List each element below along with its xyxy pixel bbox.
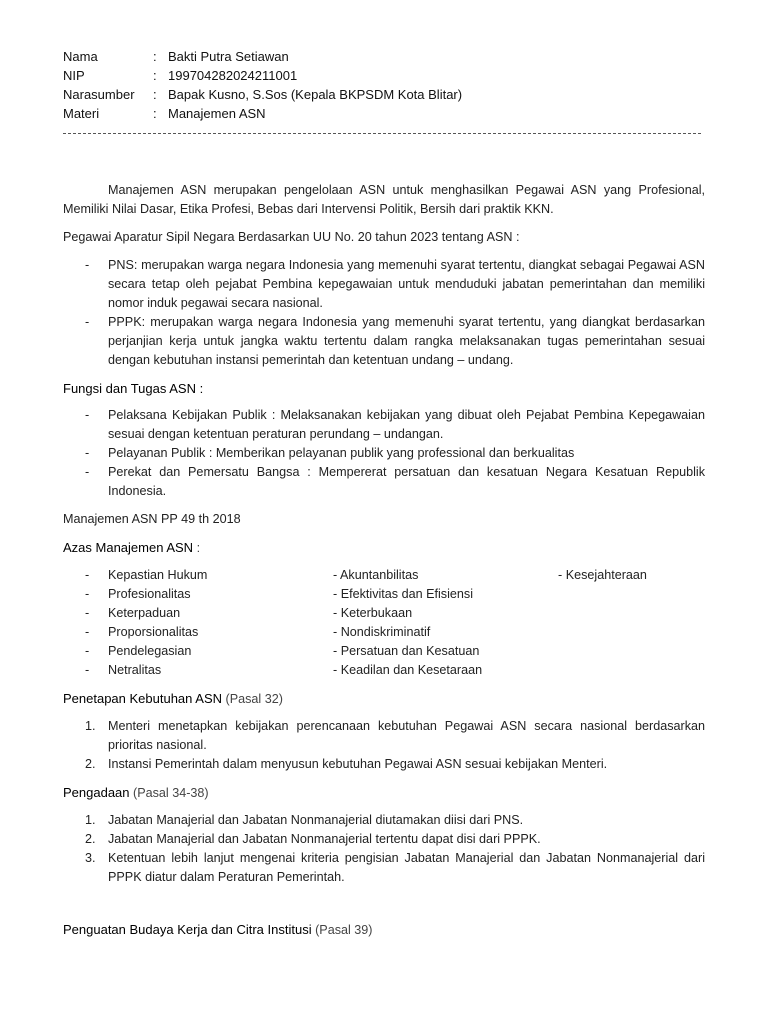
azas-item: Netralitas xyxy=(108,663,162,677)
header-row-materi xyxy=(63,104,462,123)
bullet-dash: - xyxy=(85,568,90,582)
section-heading-fungsi: Fungsi dan Tugas ASN : xyxy=(63,381,204,396)
azas-item: Pendelegasian xyxy=(108,644,192,658)
list-item xyxy=(63,755,705,774)
heading-text: Azas Manajemen ASN xyxy=(63,540,194,555)
list-item-text: PPPK: merupakan warga negara Indonesia yang memenuhi syarat tertentu, yang diangkat berdasarkan perjanjian kerja untuk jangka waktu tertentu dalam rangka melaksanakan tugas pemerintahan sesuai dengan kebutuhan instansi pemerintah dan ketentuan undang – undang. xyxy=(108,315,705,367)
bullet-dash: - xyxy=(85,258,90,272)
list-item-text: Jabatan Manajerial dan Jabatan Nonmanajerial tertentu dapat disi dari PPPK. xyxy=(108,832,541,846)
bullet-dash: - xyxy=(85,644,90,658)
list-item-text: Jabatan Manajerial dan Jabatan Nonmanajerial diutamakan diisi dari PNS. xyxy=(108,813,524,827)
header-row-nip xyxy=(63,66,462,85)
penetapan-list xyxy=(63,717,705,774)
list-item xyxy=(63,463,705,501)
heading-colon: : xyxy=(193,541,201,555)
azas-col1 xyxy=(63,566,333,585)
list-item xyxy=(63,406,705,444)
list-number: 2. xyxy=(85,757,96,771)
header-value: Manajemen ASN xyxy=(168,106,266,121)
header-value: Bakti Putra Setiawan xyxy=(168,49,289,64)
header-colon: : xyxy=(153,68,157,83)
list-item xyxy=(63,256,705,313)
list-item xyxy=(63,849,705,887)
list-item xyxy=(63,313,705,370)
azas-item xyxy=(558,604,705,623)
list-item-text: Instansi Pemerintah dalam menyusun kebutuhan Pegawai ASN sesuai kebijakan Menteri. xyxy=(108,757,608,771)
azas-col1 xyxy=(63,623,333,642)
header-colon: : xyxy=(153,87,157,102)
azas-item: Keterpaduan xyxy=(108,606,181,620)
azas-col1 xyxy=(63,585,333,604)
bullet-dash: - xyxy=(85,625,90,639)
section-heading-penetapan xyxy=(63,689,705,709)
bullet-dash: - xyxy=(85,446,90,460)
azas-item: - Persatuan dan Kesatuan xyxy=(333,644,480,658)
bullet-dash: - xyxy=(85,606,90,620)
header-value: 199704282024211001 xyxy=(168,68,298,83)
list-number: 1. xyxy=(85,813,96,827)
list-number: 2. xyxy=(85,832,96,846)
section-heading-pengadaan xyxy=(63,783,705,803)
heading-reference: (Pasal 32) xyxy=(222,692,283,706)
pengadaan-list xyxy=(63,811,705,887)
fungsi-list xyxy=(63,406,705,501)
heading-reference: (Pasal 34-38) xyxy=(129,786,209,800)
bullet-dash: - xyxy=(85,663,90,677)
azas-col1 xyxy=(63,661,333,680)
document-body xyxy=(63,181,705,948)
azas-item: Kepastian Hukum xyxy=(108,568,208,582)
section-heading-penguatan xyxy=(63,920,705,940)
list-item-text: Ketentuan lebih lanjut mengenai kriteria pengisian Jabatan Manajerial dan Jabatan Nonmanajerial dari PPPK diatur dalam Peraturan Pemerintah. xyxy=(108,851,705,884)
bullet-dash: - xyxy=(85,315,90,329)
heading-text: Pengadaan xyxy=(63,785,130,800)
azas-item: - Nondiskriminatif xyxy=(333,625,431,639)
list-item xyxy=(63,830,705,849)
azas-item: - Keterbukaan xyxy=(333,606,413,620)
header-colon: : xyxy=(153,106,157,121)
azas-row xyxy=(63,642,705,661)
list-item-text: Menteri menetapkan kebijakan perencanaan kebutuhan Pegawai ASN secara nasional berdasarkan prioritas nasional. xyxy=(108,719,705,752)
blank-spacer xyxy=(63,896,705,920)
azas-row xyxy=(63,661,705,680)
definition-list xyxy=(63,256,705,370)
azas-row xyxy=(63,623,705,642)
azas-item: Proporsionalitas xyxy=(108,625,199,639)
identity-header xyxy=(63,47,462,123)
header-value: Bapak Kusno, S.Sos (Kepala BKPSDM Kota Blitar) xyxy=(168,87,463,102)
azas-row xyxy=(63,585,705,604)
azas-item xyxy=(558,585,705,604)
bullet-dash: - xyxy=(85,465,90,479)
list-item-text: Pelaksana Kebijakan Publik : Melaksanakan kebijakan yang dibuat oleh Pejabat Pembina Kepegawaian sesuai dengan ketentuan peraturan perundang – undangan. xyxy=(108,408,705,441)
azas-item xyxy=(558,642,705,661)
header-label: Nama xyxy=(63,49,98,64)
list-item-text: Perekat dan Pemersatu Bangsa : Mempererat persatuan dan kesatuan Negara Kesatuan Republik Indonesia. xyxy=(108,465,705,498)
azas-item: - Efektivitas dan Efisiensi xyxy=(333,587,473,601)
intro-paragraph: Manajemen ASN merupakan pengelolaan ASN untuk menghasilkan Pegawai ASN yang Profesional, Memiliki Nilai Dasar, Etika Profesi, Bebas dari Intervensi Politik, Bersih dari praktik KKN. xyxy=(63,183,705,216)
list-number: 3. xyxy=(85,851,96,865)
header-label: Materi xyxy=(63,106,100,121)
list-item xyxy=(63,811,705,830)
header-row-nama xyxy=(63,47,462,66)
dashed-divider xyxy=(63,133,701,134)
list-item-text: PNS: merupakan warga negara Indonesia yang memenuhi syarat tertentu, diangkat sebagai Pegawai ASN secara tetap oleh pejabat Pembina kepegawaian untuk menduduki jabatan pemerintahan dan memiliki nomor induk pegawai secara nasional. xyxy=(108,258,705,310)
header-label: NIP xyxy=(63,68,85,83)
azas-col1 xyxy=(63,604,333,623)
azas-row xyxy=(63,566,705,585)
azas-col1 xyxy=(63,642,333,661)
header-label: Narasumber xyxy=(63,87,135,102)
list-item xyxy=(63,717,705,755)
pp-reference: Manajemen ASN PP 49 th 2018 xyxy=(63,512,241,526)
heading-text: Penguatan Budaya Kerja dan Citra Institusi xyxy=(63,922,312,937)
bullet-dash: - xyxy=(85,587,90,601)
list-item xyxy=(63,444,705,463)
azas-row xyxy=(63,604,705,623)
list-number: 1. xyxy=(85,719,96,733)
bullet-dash: - xyxy=(85,408,90,422)
azas-item xyxy=(558,623,705,642)
heading-reference: (Pasal 39) xyxy=(311,923,373,937)
azas-item: - Keadilan dan Kesetaraan xyxy=(333,663,483,677)
azas-item: - Akuntanbilitas xyxy=(333,568,419,582)
heading-text: Penetapan Kebutuhan ASN xyxy=(63,691,223,706)
uu-paragraph: Pegawai Aparatur Sipil Negara Berdasarkan UU No. 20 tahun 2023 tentang ASN : xyxy=(63,230,520,244)
section-heading-azas xyxy=(63,538,705,558)
azas-item: - Kesejahteraan xyxy=(558,568,647,582)
azas-item xyxy=(558,661,705,680)
list-item-text: Pelayanan Publik : Memberikan pelayanan publik yang professional dan berkualitas xyxy=(108,446,575,460)
header-colon: : xyxy=(153,49,157,64)
azas-table xyxy=(63,566,705,680)
header-row-narasumber xyxy=(63,85,462,104)
azas-item: Profesionalitas xyxy=(108,587,191,601)
